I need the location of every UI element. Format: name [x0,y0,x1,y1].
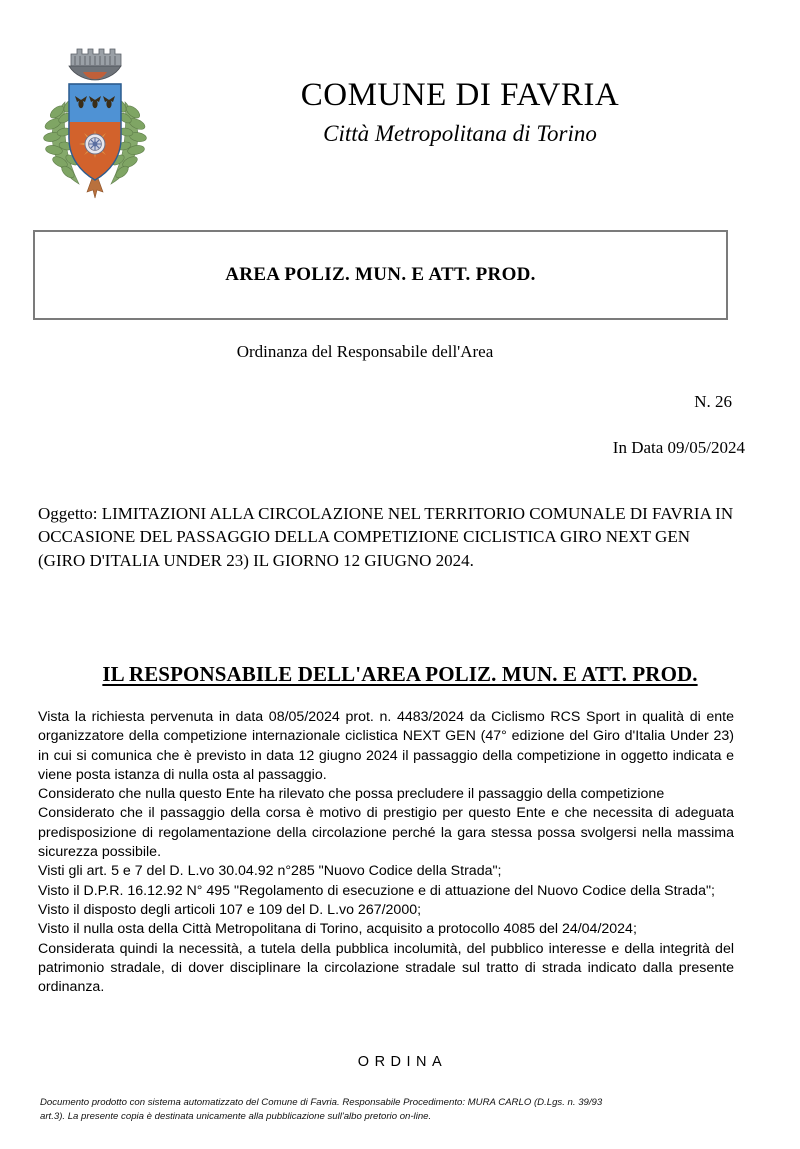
page-title: IL RESPONSABILE DELL'AREA POLIZ. MUN. E ATT. PROD. [102,662,698,686]
shield-icon [67,84,123,184]
footer-line-2: art.3). La presente copia è destinata unicamente alla pubblicazione sull'albo pretorio on-line. [40,1111,432,1122]
body-paragraph: Considerato che il passaggio della corsa è motivo di prestigio per questo Ente e che necessita di adeguata predisposizione di regolamentazione della circolazione perché la gara stessa possa svolgersi nella massima sicurezza possibile. [38,805,734,861]
favria-coat-of-arms-icon [35,42,155,200]
body-paragraph: Visto il disposto degli articoli 107 e 109 del D. L.vo 267/2000; [38,901,422,918]
oggetto-block [38,502,738,572]
body-paragraph: Visti gli art. 5 e 7 del D. L.vo 30.04.92 n°285 "Nuovo Codice della Strada"; [38,863,502,880]
organization-subtitle: Città Metropolitana di Torino [323,120,597,146]
body-paragraph: Considerato che nulla questo Ente ha rilevato che possa precludere il passaggio della competizione [38,786,665,803]
body-text [38,708,734,997]
ordina-heading: ORDINA [357,1054,448,1070]
area-box-label: AREA POLIZ. MUN. E ATT. PROD. [225,264,536,285]
footer-line-1: Documento prodotto con sistema automatizzato del Comune di Favria. Responsabile Procedimento: MURA CARLO (D.Lgs. n. 39/93 [40,1097,603,1108]
ordinanza-date: In Data 09/05/2024 [612,438,745,457]
organization-title: COMUNE DI FAVRIA [300,77,620,113]
crest-container [0,38,190,200]
letterhead [0,38,800,208]
mural-crown-icon [69,49,121,80]
wheel-emblem-icon [85,134,105,154]
oggetto-text: LIMITAZIONI ALLA CIRCOLAZIONE NEL TERRITORIO COMUNALE DI FAVRIA IN OCCASIONE DEL PASSAGGIO DELLA COMPETIZIONE CICLISTICA GIRO NEXT GEN (GIRO D'ITALIA UNDER 23) IL GIORNO 12 GIUGNO 2024. [38,504,734,570]
ordinanza-label: Ordinanza del Responsabile dell'Area [236,342,494,361]
body-paragraph: Visto il D.P.R. 16.12.92 N° 495 "Regolamento di esecuzione e di attuazione del Nuovo Codice della Strada"; [38,882,715,899]
body-paragraph: Considerata quindi la necessità, a tutela della pubblica incolumità, del pubblico interesse e della integrità del patrimonio stradale, di dover disciplinare la circolazione stradale sul tratto di strada indicato dalla presente ordinanza. [38,940,734,996]
area-box [33,230,728,320]
body-paragraph: Visto il nulla osta della Città Metropolitana di Torino, acquisito a protocollo 4085 del 24/04/2024; [38,921,637,938]
body-paragraph: Vista la richiesta pervenuta in data 08/05/2024 prot. n. 4483/2024 da Ciclismo RCS Sport in qualità di ente organizzatore della competizione internazionale ciclistica NEXT GEN (47° edizione del Giro d'Italia Under 23) in cui si comunica che è previsto in data 12 giugno 2024 il passaggio della competizione in oggetto indicata e viene posta istanza di nulla osta al passaggio. [38,709,734,783]
ordinanza-number: N. 26 [694,392,732,411]
letterhead-titles [190,38,800,149]
document-footer [40,1096,740,1124]
oggetto-label: Oggetto: [38,504,98,523]
